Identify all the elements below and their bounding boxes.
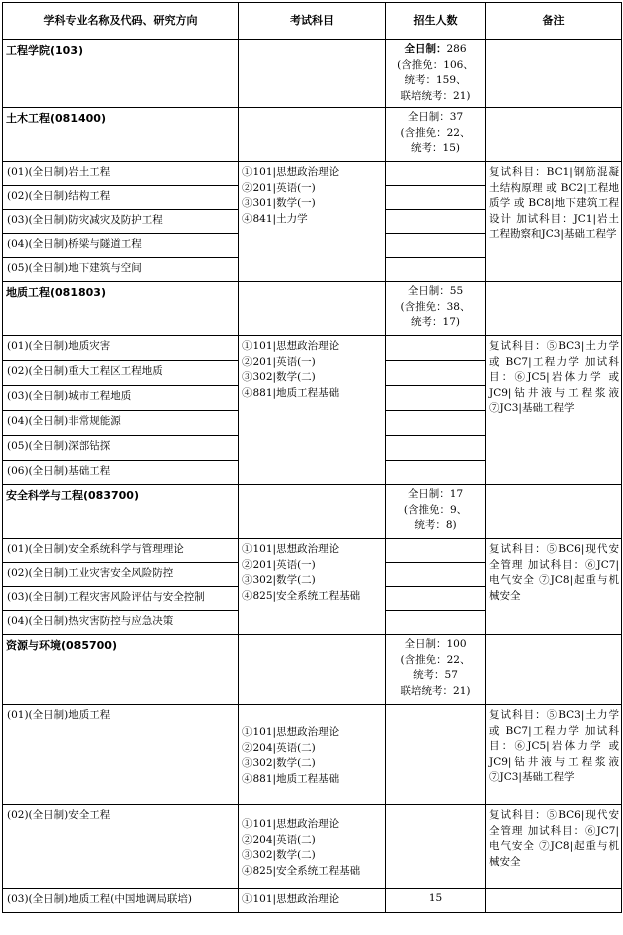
header-note: 备注 <box>486 3 622 40</box>
direction-name: (03)(全日制)地质工程(中国地调局联培) <box>3 889 239 913</box>
direction-row <box>3 705 622 805</box>
exam-subjects: ①101|思想政治理论 ②201|英语(一) ③302|数学(二) ④825|安全系统工程基础 <box>239 539 386 635</box>
direction-name: (04)(全日制)非常规能源 <box>3 411 239 436</box>
header-major: 学科专业名称及代码、研究方向 <box>3 3 239 40</box>
direction-name: (01)(全日制)地质灾害 <box>3 336 239 361</box>
direction-row <box>3 539 622 563</box>
header-exam: 考试科目 <box>239 3 386 40</box>
header-quota: 招生人数 <box>386 3 486 40</box>
direction-name: (06)(全日制)基础工程 <box>3 461 239 485</box>
exam-subjects: ①101|思想政治理论 ②201|英语(一) ③301|数学(一) ④841|土力学 <box>239 162 386 282</box>
college-quota: 全日制：286 (含推免：106、 统考：159、 联培统考：21) <box>386 40 486 108</box>
direction-name: (05)(全日制)地下建筑与空间 <box>3 258 239 282</box>
major-name: 资源与环境(085700) <box>3 635 239 705</box>
admissions-table <box>2 2 622 913</box>
remarks: 复试科目：⑤BC3|土力学 或 BC7|工程力学 加试科目：⑥JC5|岩体力学 或 JC9|钻井液与工程浆液 ⑦JC3|基础工程学 <box>486 705 622 805</box>
major-row-civil <box>3 108 622 162</box>
direction-quota: 15 <box>386 889 486 913</box>
major-row-resources <box>3 635 622 705</box>
major-quota: 全日制：100 (含推免：22、 统考：57 联培统考：21) <box>386 635 486 705</box>
major-quota: 全日制：17 (含推免：9、 统考：8) <box>386 485 486 539</box>
direction-name: (02)(全日制)工业灾害安全风险防控 <box>3 563 239 587</box>
direction-name: (01)(全日制)岩土工程 <box>3 162 239 186</box>
direction-name: (03)(全日制)防灾减灾及防护工程 <box>3 210 239 234</box>
direction-name: (04)(全日制)桥梁与隧道工程 <box>3 234 239 258</box>
direction-name: (04)(全日制)热灾害防控与应急决策 <box>3 611 239 635</box>
direction-name: (02)(全日制)结构工程 <box>3 186 239 210</box>
direction-row <box>3 889 622 913</box>
remarks <box>486 889 622 913</box>
college-row <box>3 40 622 108</box>
remarks: 复试科目：BC1|钢筋混凝土结构原理 或 BC2|工程地质学 或 BC8|地下建筑工程设计 加试科目：JC1|岩土工程勘察和JC3|基础工程学 <box>486 162 622 282</box>
header-row <box>3 3 622 40</box>
remarks: 复试科目：⑤BC6|现代安全管理 加试科目：⑥JC7|电气安全 ⑦JC8|起重与机械安全 <box>486 539 622 635</box>
major-row-safety <box>3 485 622 539</box>
direction-name: (02)(全日制)安全工程 <box>3 805 239 889</box>
direction-name: (03)(全日制)工程灾害风险评估与安全控制 <box>3 587 239 611</box>
major-name: 安全科学与工程(083700) <box>3 485 239 539</box>
college-name: 工程学院(103) <box>3 40 239 108</box>
exam-subjects: ①101|思想政治理论 <box>239 889 386 913</box>
exam-subjects: ①101|思想政治理论 ②201|英语(一) ③302|数学(二) ④881|地质工程基础 <box>239 336 386 485</box>
direction-name: (05)(全日制)深部钻探 <box>3 436 239 461</box>
direction-row <box>3 162 622 186</box>
remarks: 复试科目：⑤BC6|现代安全管理 加试科目：⑥JC7|电气安全 ⑦JC8|起重与机械安全 <box>486 805 622 889</box>
direction-name: (02)(全日制)重大工程区工程地质 <box>3 361 239 386</box>
direction-row <box>3 336 622 361</box>
direction-name: (03)(全日制)城市工程地质 <box>3 386 239 411</box>
direction-name: (01)(全日制)安全系统科学与管理理论 <box>3 539 239 563</box>
major-row-geology <box>3 282 622 336</box>
major-quota: 全日制：55 (含推免：38、 统考：17) <box>386 282 486 336</box>
exam-subjects: ①101|思想政治理论 ②204|英语(二) ③302|数学(二) ④881|地质工程基础 <box>239 705 386 805</box>
remarks: 复试科目：⑤BC3|土力学 或 BC7|工程力学 加试科目：⑥JC5|岩体力学 或 JC9|钻井液与工程浆液 ⑦JC3|基础工程学 <box>486 336 622 485</box>
direction-row <box>3 805 622 889</box>
major-quota: 全日制：37 (含推免：22、 统考：15) <box>386 108 486 162</box>
major-name: 土木工程(081400) <box>3 108 239 162</box>
direction-name: (01)(全日制)地质工程 <box>3 705 239 805</box>
major-name: 地质工程(081803) <box>3 282 239 336</box>
exam-subjects: ①101|思想政治理论 ②204|英语(二) ③302|数学(二) ④825|安全系统工程基础 <box>239 805 386 889</box>
